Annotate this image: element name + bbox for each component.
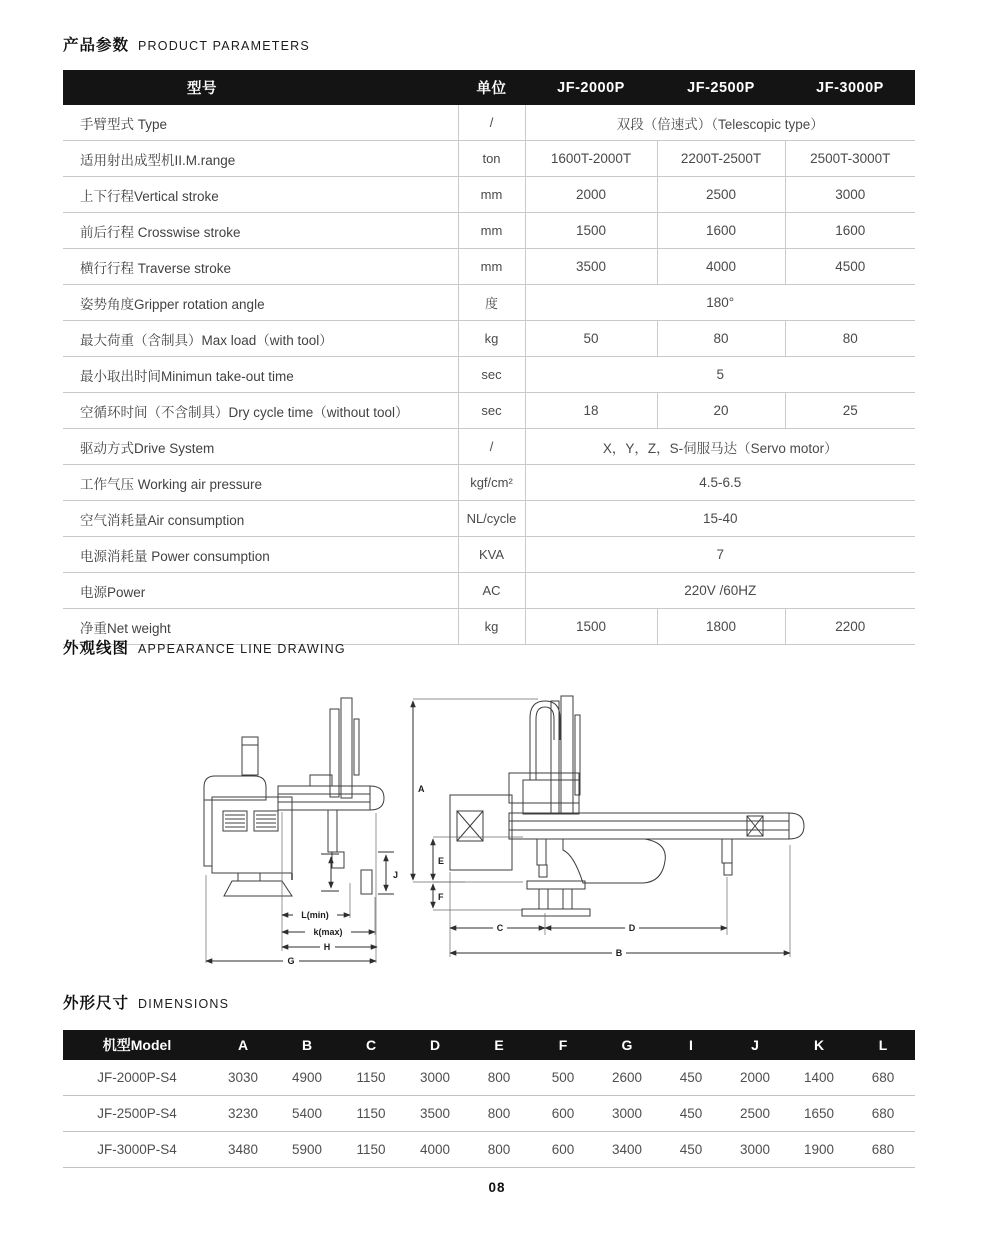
dim-label-d: D: [628, 923, 636, 933]
param-value: 25: [785, 393, 915, 429]
dim-value: 3030: [211, 1060, 275, 1096]
dim-value: 680: [851, 1132, 915, 1168]
param-unit: kg: [458, 609, 525, 645]
appearance-line-drawing: [0, 680, 994, 980]
col-header-jf2000p: JF-2000P: [525, 70, 657, 105]
table-row: [63, 501, 915, 537]
param-value: 2200: [785, 609, 915, 645]
param-value: 双段（倍速式）（Telescopic type）: [525, 105, 915, 141]
table-row: [63, 573, 915, 609]
param-label: 适用射出成型机II.M.range: [63, 141, 458, 177]
col-header-model: 机型Model: [63, 1030, 211, 1060]
dim-value: 5400: [275, 1096, 339, 1132]
robot-front-view: [204, 698, 384, 896]
dim-value: 4000: [403, 1132, 467, 1168]
param-unit: mm: [458, 249, 525, 285]
section-title-dimensions: [63, 991, 229, 1013]
table-row: [63, 1096, 915, 1132]
dim-value: 1650: [787, 1096, 851, 1132]
dim-label-i: I: [290, 872, 294, 882]
front-view-dimensions: [206, 812, 398, 966]
param-value: 3000: [785, 177, 915, 213]
col-header-jf2500p: JF-2500P: [657, 70, 785, 105]
parameters-table: [63, 70, 915, 645]
section-title-zh: 外形尺寸: [63, 995, 130, 1012]
param-value: 2500T-3000T: [785, 141, 915, 177]
dim-value: 450: [659, 1096, 723, 1132]
section-title-drawing: [63, 636, 346, 658]
side-view-drawing: [405, 685, 850, 980]
param-label: 前后行程 Crosswise stroke: [63, 213, 458, 249]
dim-value: 680: [851, 1060, 915, 1096]
dimensions-table: [63, 1030, 915, 1168]
robot-side-view: [450, 696, 804, 916]
param-value: X，Y，Z，S-伺服马达（Servo motor）: [525, 429, 915, 465]
dim-value: 3480: [211, 1132, 275, 1168]
param-value: 1600T-2000T: [525, 141, 657, 177]
param-unit: kgf/cm²: [458, 465, 525, 501]
dim-value: 600: [531, 1132, 595, 1168]
dim-label-a: A: [418, 784, 425, 794]
dim-value: 450: [659, 1060, 723, 1096]
param-value: 1600: [657, 213, 785, 249]
param-value: 4000: [657, 249, 785, 285]
col-header-i: I: [659, 1030, 723, 1060]
dim-value: 680: [851, 1096, 915, 1132]
param-unit: /: [458, 429, 525, 465]
param-unit: mm: [458, 213, 525, 249]
param-unit: 度: [458, 285, 525, 321]
dim-value: 5900: [275, 1132, 339, 1168]
dim-value: 3000: [403, 1060, 467, 1096]
col-header-j: J: [723, 1030, 787, 1060]
param-label: 最小取出时间Minimun take-out time: [63, 357, 458, 393]
dim-value: 1150: [339, 1132, 403, 1168]
param-unit: NL/cycle: [458, 501, 525, 537]
param-unit: /: [458, 105, 525, 141]
param-value: 4500: [785, 249, 915, 285]
param-value: 5: [525, 357, 915, 393]
param-value: 15-40: [525, 501, 915, 537]
col-header-g: G: [595, 1030, 659, 1060]
param-value: 20: [657, 393, 785, 429]
param-unit: kg: [458, 321, 525, 357]
param-unit: mm: [458, 177, 525, 213]
table-row: [63, 357, 915, 393]
dim-value: 800: [467, 1096, 531, 1132]
section-title-en: DIMENSIONS: [138, 997, 230, 1011]
dim-label-g: G: [287, 956, 295, 966]
dim-value: 2600: [595, 1060, 659, 1096]
section-title-parameters: [63, 33, 310, 55]
dim-value: 2500: [723, 1096, 787, 1132]
dim-value: 3230: [211, 1096, 275, 1132]
dim-label-f: F: [438, 892, 444, 902]
col-header-b: B: [275, 1030, 339, 1060]
col-header-c: C: [339, 1030, 403, 1060]
param-label: 上下行程Vertical stroke: [63, 177, 458, 213]
dim-label-kmax: k(max): [313, 927, 343, 937]
table-row: [63, 213, 915, 249]
param-label: 净重Net weight: [63, 609, 458, 645]
param-unit: AC: [458, 573, 525, 609]
dim-value: 4900: [275, 1060, 339, 1096]
param-label: 手臂型式 Type: [63, 105, 458, 141]
dim-label-j: J: [393, 870, 399, 880]
table-row: [63, 393, 915, 429]
dim-label-e: E: [438, 856, 445, 866]
dim-value: 3400: [595, 1132, 659, 1168]
param-label: 空循环时间（不含制具）Dry cycle time（without tool）: [63, 393, 458, 429]
col-header-f: F: [531, 1030, 595, 1060]
dimensions-header-row: [63, 1030, 915, 1060]
dim-value: 1400: [787, 1060, 851, 1096]
dim-value: 600: [531, 1096, 595, 1132]
table-row: [63, 1132, 915, 1168]
table-row: [63, 249, 915, 285]
section-title-en: APPEARANCE LINE DRAWING: [138, 642, 346, 656]
param-unit: ton: [458, 141, 525, 177]
dim-value: 500: [531, 1060, 595, 1096]
param-value: 80: [785, 321, 915, 357]
param-label: 电源消耗量 Power consumption: [63, 537, 458, 573]
param-value: 80: [657, 321, 785, 357]
dim-value: 1150: [339, 1060, 403, 1096]
table-row: [63, 285, 915, 321]
dim-value: 3000: [723, 1132, 787, 1168]
dim-value: 800: [467, 1132, 531, 1168]
col-header-d: D: [403, 1030, 467, 1060]
param-value: 1800: [657, 609, 785, 645]
page-number: 08: [488, 1180, 506, 1195]
model-name: JF-3000P-S4: [63, 1132, 211, 1168]
param-label: 驱动方式Drive System: [63, 429, 458, 465]
table-row: [63, 429, 915, 465]
section-title-zh: 产品参数: [63, 37, 130, 54]
dim-value: 1900: [787, 1132, 851, 1168]
table-row: [63, 105, 915, 141]
dim-value: 3000: [595, 1096, 659, 1132]
table-row: [63, 321, 915, 357]
param-value: 3500: [525, 249, 657, 285]
dim-label-c: C: [496, 923, 504, 933]
param-label: 最大荷重（含制具）Max load（with tool）: [63, 321, 458, 357]
param-value: 7: [525, 537, 915, 573]
param-value: 50: [525, 321, 657, 357]
col-header-e: E: [467, 1030, 531, 1060]
param-label: 空气消耗量Air consumption: [63, 501, 458, 537]
param-value: 180°: [525, 285, 915, 321]
col-header-jf3000p: JF-3000P: [785, 70, 915, 105]
col-header-l: L: [851, 1030, 915, 1060]
param-value: 220V /60HZ: [525, 573, 915, 609]
col-header-model: 型号: [63, 70, 458, 105]
table-row: [63, 141, 915, 177]
front-view-drawing: [190, 685, 420, 980]
param-value: 2500: [657, 177, 785, 213]
section-title-zh: 外观线图: [63, 640, 130, 657]
param-label: 姿势角度Gripper rotation angle: [63, 285, 458, 321]
dim-value: 2000: [723, 1060, 787, 1096]
dim-label-h: H: [323, 942, 331, 952]
dim-value: 1150: [339, 1096, 403, 1132]
param-value: 2000: [525, 177, 657, 213]
table-row: [63, 465, 915, 501]
param-value: 1500: [525, 609, 657, 645]
dim-label-b: B: [615, 948, 623, 958]
dim-value: 3500: [403, 1096, 467, 1132]
param-unit: sec: [458, 357, 525, 393]
dim-value: 450: [659, 1132, 723, 1168]
model-name: JF-2000P-S4: [63, 1060, 211, 1096]
side-view-dimensions: [413, 699, 790, 958]
param-unit: sec: [458, 393, 525, 429]
col-header-a: A: [211, 1030, 275, 1060]
param-unit: KVA: [458, 537, 525, 573]
dim-label-lmin: L(min): [301, 910, 329, 920]
param-value: 18: [525, 393, 657, 429]
col-header-k: K: [787, 1030, 851, 1060]
table-row: [63, 177, 915, 213]
param-value: 1600: [785, 213, 915, 249]
table-row: [63, 537, 915, 573]
section-title-en: PRODUCT PARAMETERS: [138, 39, 310, 53]
param-value: 2200T-2500T: [657, 141, 785, 177]
param-value: 4.5-6.5: [525, 465, 915, 501]
param-label: 电源Power: [63, 573, 458, 609]
param-label: 横行行程 Traverse stroke: [63, 249, 458, 285]
param-label: 工作气压 Working air pressure: [63, 465, 458, 501]
param-value: 1500: [525, 213, 657, 249]
parameters-header-row: [63, 70, 915, 105]
table-row: [63, 1060, 915, 1096]
model-name: JF-2500P-S4: [63, 1096, 211, 1132]
dim-value: 800: [467, 1060, 531, 1096]
col-header-unit: 单位: [458, 70, 525, 105]
